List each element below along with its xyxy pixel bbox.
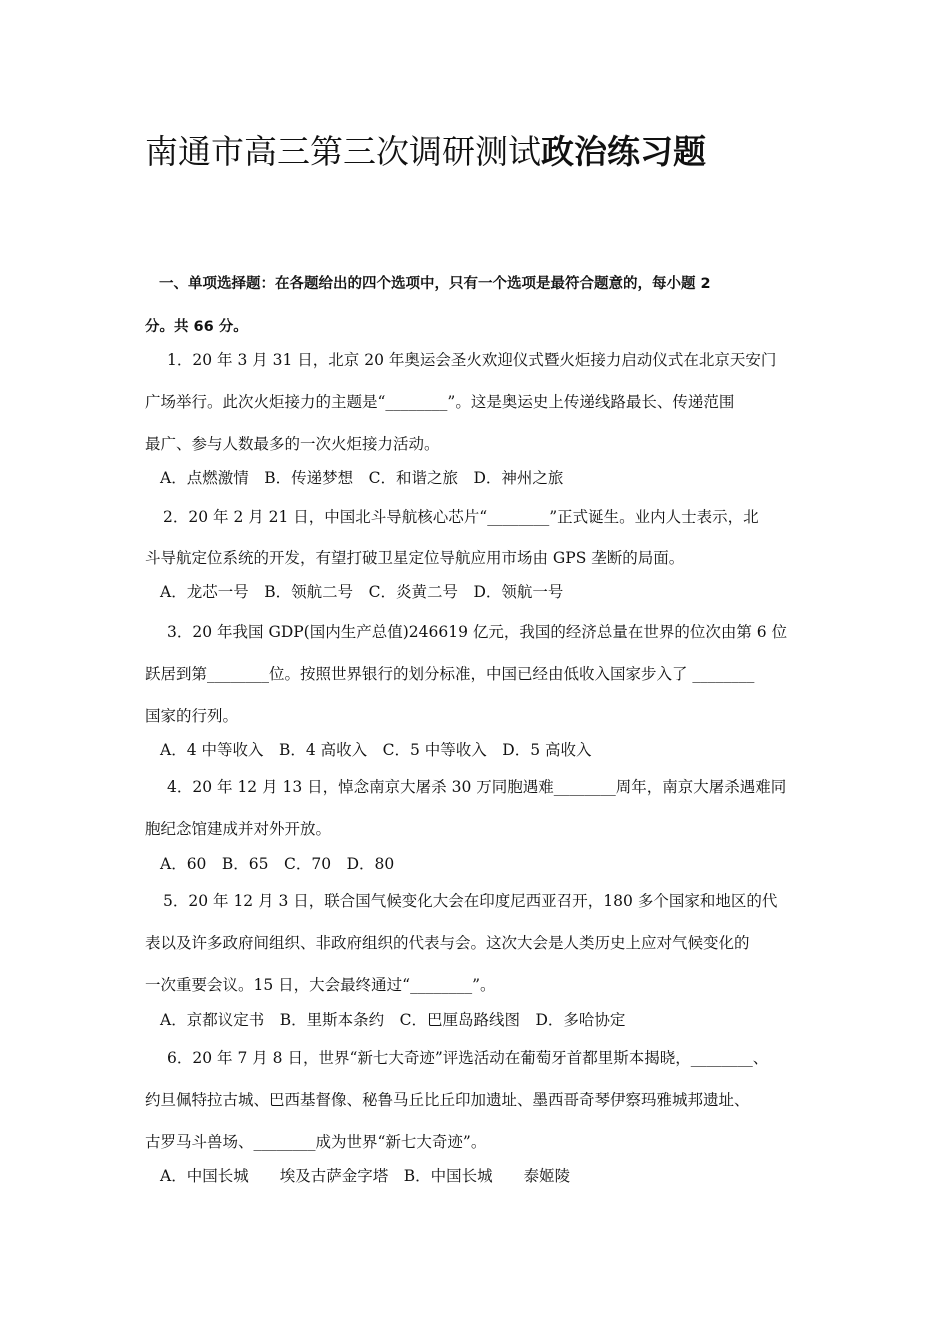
question-6-line-2: 约旦佩特拉古城、巴西基督像、秘鲁马丘比丘印加遗址、墨西哥奇琴伊察玛雅城邦遗址、 xyxy=(145,1091,750,1109)
question-4-line-2: 胞纪念馆建成并对外开放。 xyxy=(145,820,332,838)
question-5-line-2: 表以及许多政府间组织、非政府组织的代表与会。这次大会是人类历史上应对气候变化的 xyxy=(145,934,750,952)
question-3-line-3: 国家的行列。 xyxy=(145,707,239,725)
question-2-line-1: 2．20 年 2 月 21 日，中国北斗导航核心芯片“________”正式诞生。业内人士表示，北 xyxy=(163,508,759,526)
question-6-line-1: 6．20 年 7 月 8 日，世界“新七大奇迹”评选活动在葡萄牙首都里斯本揭晓，________、 xyxy=(167,1049,769,1067)
section-heading-line-1: 一、单项选择题：在各题给出的四个选项中，只有一个选项是最符合题意的，每小题 2 xyxy=(159,276,711,292)
page-title xyxy=(145,128,706,176)
question-4-line-1: 4．20 年 12 月 13 日，悼念南京大屠杀 30 万同胞遇难________周年，南京大屠杀遇难同 xyxy=(167,778,787,796)
question-6-options: A．中国长城 埃及古萨金字塔 B．中国长城 泰姬陵 xyxy=(160,1167,571,1185)
question-1-line-1: 1．20 年 3 月 31 日，北京 20 年奥运会圣火欢迎仪式暨火炬接力启动仪式在北京天安门 xyxy=(167,351,777,369)
question-5-line-1: 5．20 年 12 月 3 日，联合国气候变化大会在印度尼西亚召开，180 多个国家和地区的代 xyxy=(163,892,778,910)
question-3-options: A．4 中等收入 B．4 高收入 C．5 中等收入 D．5 高收入 xyxy=(160,741,592,759)
question-6-line-3: 古罗马斗兽场、________成为世界“新七大奇迹”。 xyxy=(145,1133,487,1151)
question-2-line-2: 斗导航定位系统的开发，有望打破卫星定位导航应用市场由 GPS 垄断的局面。 xyxy=(145,549,685,567)
question-1-options: A．点燃激情 B．传递梦想 C．和谐之旅 D．神州之旅 xyxy=(160,469,564,487)
question-4-options: A．60 B．65 C．70 D．80 xyxy=(160,855,395,873)
question-5-options: A．京都议定书 B．里斯本条约 C．巴厘岛路线图 D．多哈协定 xyxy=(160,1011,626,1029)
question-3-line-2: 跃居到第________位。按照世界银行的划分标准，中国已经由低收入国家步入了 ________ xyxy=(145,665,755,683)
question-2-options: A．龙芯一号 B．领航二号 C．炎黄二号 D．领航一号 xyxy=(160,583,564,601)
question-1-line-3: 最广、参与人数最多的一次火炬接力活动。 xyxy=(145,435,440,453)
question-5-line-3: 一次重要会议。15 日，大会最终通过“________”。 xyxy=(145,976,496,994)
question-3-line-1: 3．20 年我国 GDP(国内生产总值)246619 亿元，我国的经济总量在世界的位次由第 6 位 xyxy=(167,623,788,641)
question-1-line-2: 广场举行。此次火炬接力的主题是“________”。这是奥运史上传递线路最长、传递范围 xyxy=(145,393,735,411)
title-bold: 政治练习题 xyxy=(541,132,706,171)
title-regular: 南通市高三第三次调研测试 xyxy=(145,132,541,171)
section-heading-line-2: 分。共 66 分。 xyxy=(145,319,248,335)
